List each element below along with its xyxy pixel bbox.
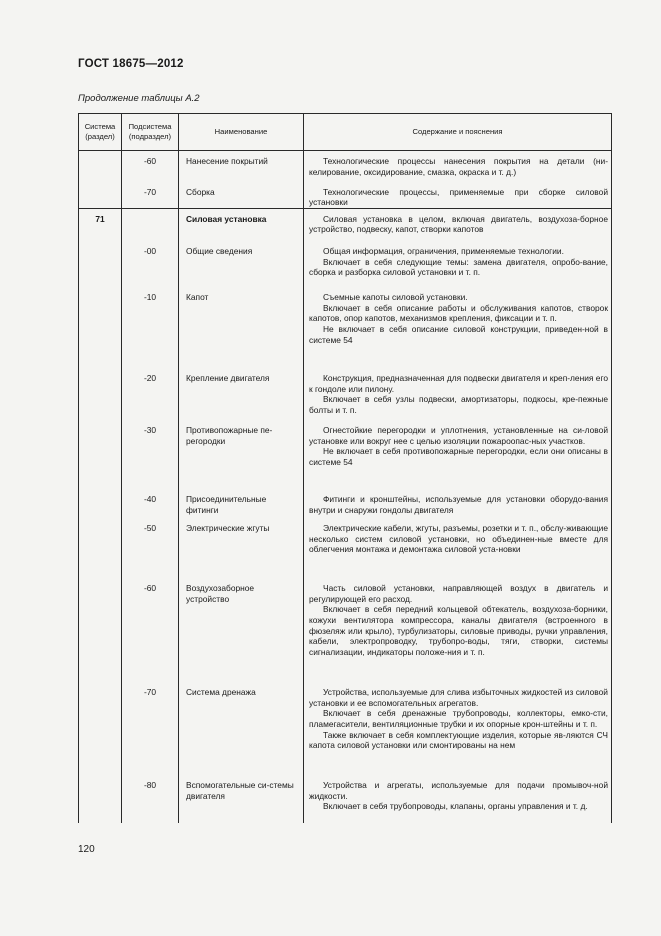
description-paragraph: Огнестойкие перегородки и уплотнения, установленные на си-ловой установке или вокруг нее с целью изоляции пожароопас-ных участков. [309,425,608,446]
system-code [79,579,122,683]
description-paragraph: Часть силовой установки, направляющей воздух в двигатель и регулирующей его расход. [309,583,608,604]
table-row [79,421,612,490]
table-container [78,113,611,823]
subsystem-code: -50 [122,519,179,579]
table-row [79,185,612,209]
table-body [79,151,612,824]
subsystem-code: -60 [122,151,179,185]
subsystem-code: -70 [122,683,179,776]
subsystem-name: Общие сведения [179,243,304,288]
classification-table [78,113,612,823]
description-paragraph: Включает в себя дренажные трубопроводы, коллекторы, емко-сти, пламегасители, вентиляционные трубки и их опорные крон-штейны и т. п. [309,708,608,729]
description-paragraph: Силовая установка в целом, включая двигатель, воздухоза-борное устройство, подвеску, капот, створки капотов [309,213,608,235]
subsystem-code: -00 [122,243,179,288]
system-code [79,490,122,519]
system-code [79,369,122,421]
table-header-row [79,114,612,151]
system-code: 71 [79,208,122,243]
description-cell [304,683,612,776]
subsystem-name: Воздухозаборное устройство [179,579,304,683]
document-header: ГОСТ 18675—2012 [78,58,184,70]
column-header-subsystem: Подсистема (подраздел) [122,114,179,151]
description-cell [304,151,612,185]
table-row [79,683,612,776]
description-cell [304,579,612,683]
description-cell [304,288,612,369]
subsystem-name: Сборка [179,185,304,209]
description-paragraph: Включает в себя следующие темы: замена двигателя, опробо-вание, сборка и разборка силовой установки и т. п. [309,256,608,278]
description-paragraph: Общая информация, ограничения, применяемые технологии. [323,246,564,257]
subsystem-name: Вспомогательные си-стемы двигателя [179,776,304,823]
description-paragraph: Устройства и агрегаты, используемые для подачи промывоч-ной жидкости. [309,780,608,801]
table-caption: Продолжение таблицы А.2 [78,93,200,104]
system-code [79,776,122,823]
subsystem-name: Электрические жгуты [179,519,304,579]
subsystem-code: -60 [122,579,179,683]
description-paragraph: Включает в себя описание работы и обслуживания капотов, створок капотов, опор капотов, механизмов крепления, фиксации и т. п. [309,302,608,324]
description-cell [304,185,612,209]
subsystem-name: Капот [179,288,304,369]
description-paragraph: Съемные капоты силовой установки. [323,292,468,303]
column-header-system: Система (раздел) [79,114,122,151]
description-paragraph: Включает в себя трубопроводы, клапаны, органы управления и т. д. [323,801,588,812]
table-row [79,369,612,421]
subsystem-name: Крепление двигателя [179,369,304,421]
description-paragraph: Не включает в себя противопожарные перегородки, если они описаны в системе 54 [309,446,608,467]
description-cell [304,776,612,823]
description-paragraph: Устройства, используемые для слива избыточных жидкостей из силовой установки и ее вспомогательных агрегатов. [309,687,608,708]
description-paragraph: Также включает в себя комплектующие изделия, которые яв-ляются СЧ капота силовой установки или смонтированы на нем [309,729,608,751]
column-header-description: Содержание и пояснения [304,114,612,151]
subsystem-name: Силовая установка [179,208,304,243]
subsystem-code [122,208,179,243]
description-paragraph: Конструкция, предназначенная для подвески двигателя и креп-ления его к гондоле или пилону. [309,373,608,394]
system-code [79,151,122,185]
column-header-name: Наименование [179,114,304,151]
table-row [79,519,612,579]
description-cell [304,490,612,519]
description-cell [304,243,612,288]
description-paragraph: Не включает в себя описание силовой конструкции, приведен-ной в системе 54 [309,323,608,345]
description-cell [304,208,612,243]
description-paragraph: Технологические процессы нанесения покрытия на детали (ни-келирование, оксидирование, смазка, окраска и т. д.) [309,156,608,177]
table-row [79,288,612,369]
table-row [79,151,612,185]
table-row [79,579,612,683]
subsystem-name: Присоединительные фитинги [179,490,304,519]
subsystem-code: -10 [122,288,179,369]
system-code [79,288,122,369]
subsystem-code: -20 [122,369,179,421]
table-row [79,208,612,243]
subsystem-code: -30 [122,421,179,490]
subsystem-name: Нанесение покрытий [179,151,304,185]
description-paragraph: Включает в себя передний кольцевой обтекатель, воздухоза-борники, кожухи вентилятора компрессора, каналы двигателя (встроенного в фюзеляж или крыло), турбулизаторы, силовые приводы, ручки управления, кабели, электропроводку, трубопро-воды, тяги, створки, системы сигнализации, индикаторы положе-ния и т. п. [309,604,608,657]
description-cell [304,369,612,421]
subsystem-code: -40 [122,490,179,519]
table-row [79,243,612,288]
system-code [79,243,122,288]
table-row [79,490,612,519]
system-code [79,185,122,209]
description-paragraph: Включает в себя узлы подвески, амортизаторы, подкосы, кре-пежные болты и т. п. [309,394,608,415]
description-paragraph: Технологические процессы, применяемые при сборке силовой установки [309,186,608,208]
page-number: 120 [78,844,95,855]
description-paragraph: Электрические кабели, жгуты, разъемы, розетки и т. п., обслу-живающие несколько систем силовой установки, но объединен-ные вместе для облегчения монтажа и демонтажа силовой уста-новки [309,523,608,555]
subsystem-name: Система дренажа [179,683,304,776]
system-code [79,683,122,776]
subsystem-name: Противопожарные пе-регородки [179,421,304,490]
description-cell [304,421,612,490]
description-cell [304,519,612,579]
subsystem-code: -80 [122,776,179,823]
description-paragraph: Фитинги и кронштейны, используемые для установки оборудо-вания внутри и снаружи гондолы двигателя [309,494,608,515]
subsystem-code: -70 [122,185,179,209]
system-code [79,519,122,579]
system-code [79,421,122,490]
table-row [79,776,612,823]
